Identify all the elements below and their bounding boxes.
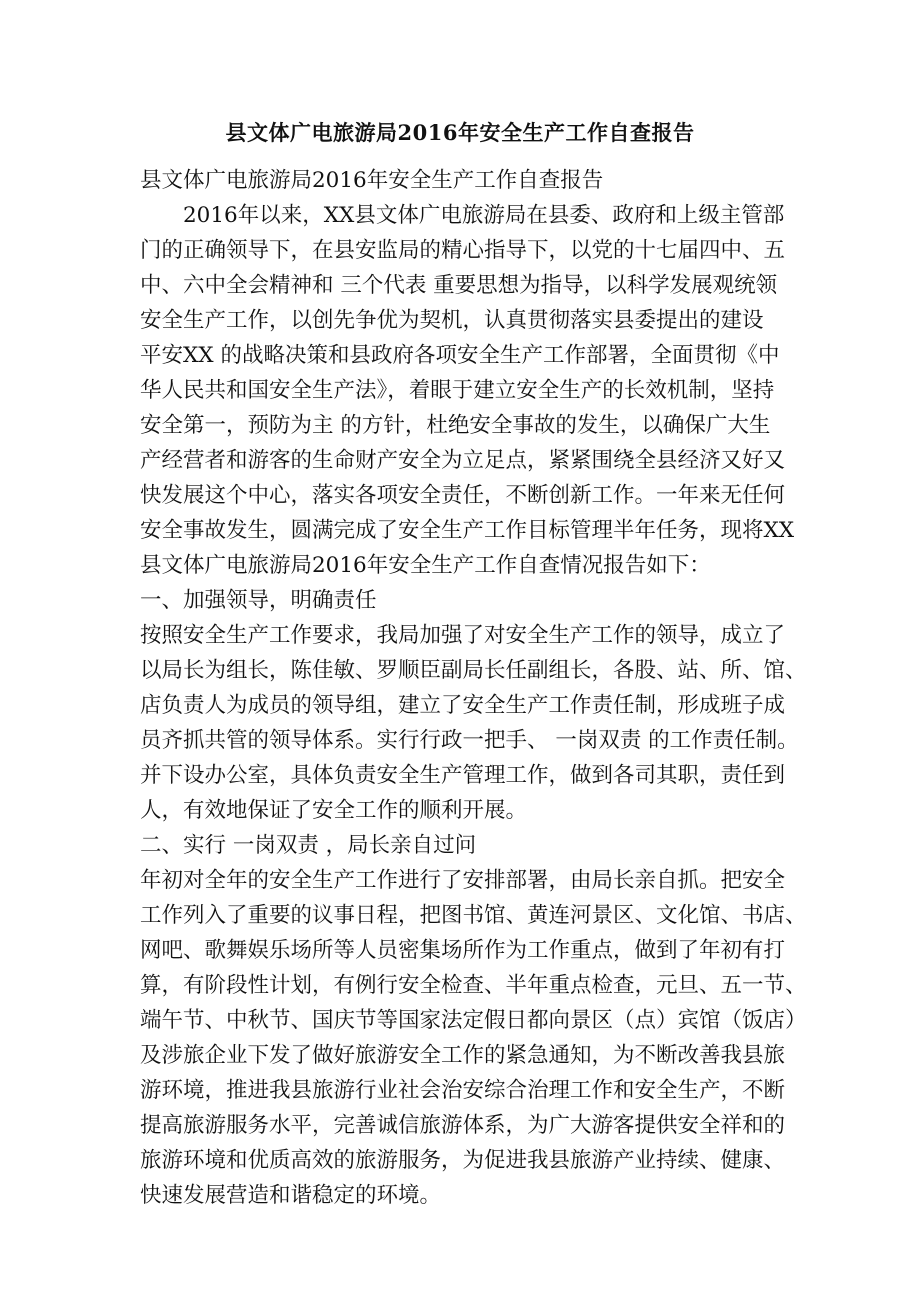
section-heading: 二、实行 一岗双责 ，局长亲自过问 — [140, 833, 477, 858]
body-line: 工作列入了重要的议事日程，把图书馆、黄连河景区、文化馆、书店、 — [140, 903, 807, 928]
body-line: 按照安全生产工作要求，我局加强了对安全生产工作的领导，成立了 — [140, 623, 786, 648]
body-line: 门的正确领导下，在县安监局的精心指导下，以党的十七届四中、五 — [140, 238, 786, 263]
body-line: 游环境，推进我县旅游行业社会治安综合治理工作和安全生产，不断 — [140, 1078, 786, 1103]
body-line: 县文体广电旅游局2016年安全生产工作自查情况报告如下： — [140, 553, 711, 578]
subtitle-line: 县文体广电旅游局2016年安全生产工作自查报告 — [140, 168, 604, 193]
document-title: 县文体广电旅游局2016年安全生产工作自查报告 — [225, 120, 695, 145]
body-line: 产经营者和游客的生命财产安全为立足点，紧紧围绕全县经济又好又 — [140, 448, 786, 473]
body-line: 员齐抓共管的领导体系。实行行政一把手、 一岗双责 的工作责任制。 — [140, 728, 799, 753]
body-line: 快速发展营造和谐稳定的环境。 — [140, 1183, 442, 1208]
body-line: 年初对全年的安全生产工作进行了安排部署，由局长亲自抓。把安全 — [140, 868, 786, 893]
body-line: 华人民共和国安全生产法》，着眼于建立安全生产的长效机制，坚持 — [140, 378, 775, 403]
body-line: 提高旅游服务水平，完善诚信旅游体系，为广大游客提供安全祥和的 — [140, 1113, 786, 1138]
body-line: 中、六中全会精神和 三个代表 重要思想为指导，以科学发展观统领 — [140, 273, 778, 298]
body-line: 旅游环境和优质高效的旅游服务，为促进我县旅游产业持续、健康、 — [140, 1148, 786, 1173]
section-heading: 一、加强领导，明确责任 — [140, 588, 377, 613]
body-line: 算，有阶段性计划，有例行安全检查、半年重点检查，元旦、五一节、 — [140, 973, 807, 998]
body-line: 快发展这个中心，落实各项安全责任，不断创新工作。一年来无任何 — [140, 483, 786, 508]
body-line: 安全第一，预防为主 的方针，杜绝安全事故的发生，以确保广大生 — [140, 413, 771, 438]
body-line: 安全事故发生，圆满完成了安全生产工作目标管理半年任务，现将XX — [140, 518, 795, 543]
body-line: 并下设办公室，具体负责安全生产管理工作，做到各司其职，责任到 — [140, 763, 786, 788]
body-line: 网吧、歌舞娱乐场所等人员密集场所作为工作重点，做到了年初有打 — [140, 938, 786, 963]
body-line: 平安XX 的战略决策和县政府各项安全生产工作部署，全面贯彻《中 — [140, 343, 780, 368]
body-line: 2016年以来，XX县文体广电旅游局在县委、政府和上级主管部 — [140, 203, 785, 228]
body-line: 以局长为组长，陈佳敏、罗顺臣副局长任副组长，各股、站、所、馆、 — [140, 658, 807, 683]
body-line: 及涉旅企业下发了做好旅游安全工作的紧急通知，为不断改善我县旅 — [140, 1043, 786, 1068]
body-line: 安全生产工作，以创先争优为契机，认真贯彻落实县委提出的建设 — [140, 308, 764, 333]
body-line: 人，有效地保证了安全工作的顺利开展。 — [140, 798, 528, 823]
body-line: 端午节、中秋节、国庆节等国家法定假日都向景区（点）宾馆（饭店） — [140, 1008, 807, 1033]
body-line: 店负责人为成员的领导组，建立了安全生产工作责任制，形成班子成 — [140, 693, 786, 718]
